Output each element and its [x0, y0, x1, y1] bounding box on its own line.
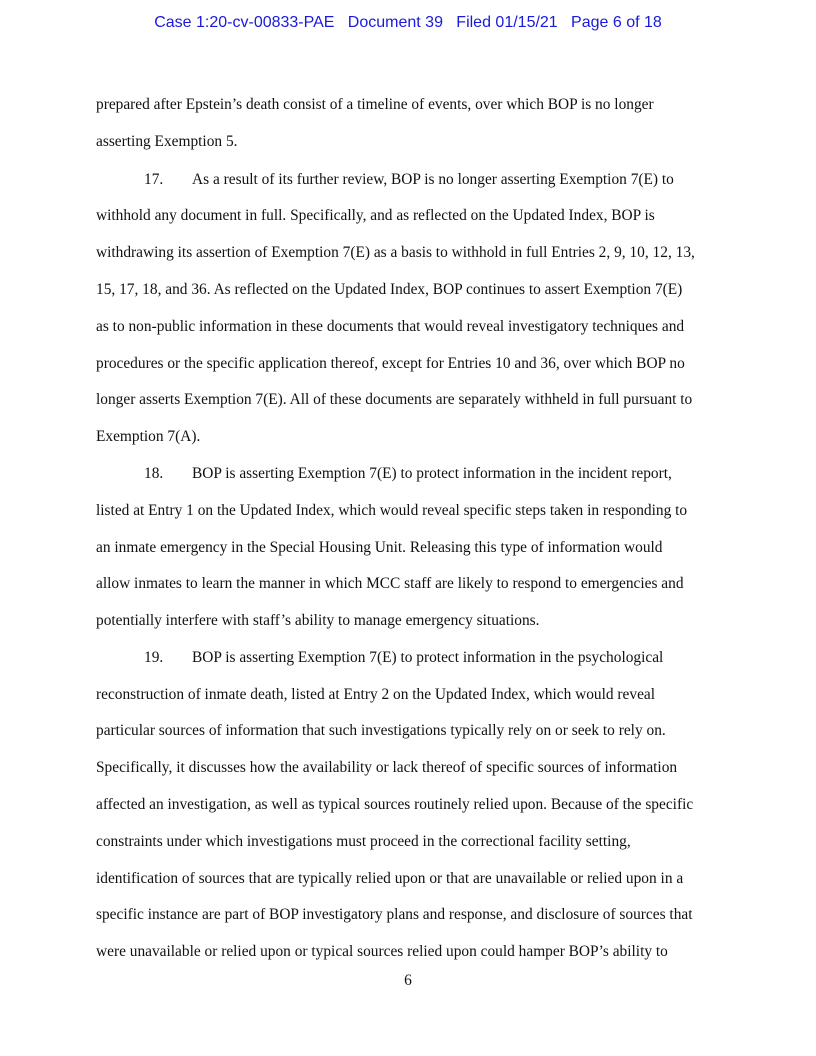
paragraph-number: 19.	[144, 649, 164, 666]
text-line: reconstruction of inmate death, listed at Entry 2 on the Updated Index, which would reveal	[96, 686, 656, 703]
text-line: as to non-public information in these documents that would reveal investigatory techniques and	[96, 318, 685, 335]
text-line: constraints under which investigations must proceed in the correctional facility setting,	[96, 833, 631, 850]
text-line: Specifically, it discusses how the availability or lack thereof of specific sources of information	[96, 759, 678, 776]
text-line: specific instance are part of BOP investigatory plans and response, and disclosure of sources that	[96, 906, 693, 923]
page-number: 6	[404, 972, 412, 989]
text-line: 15, 17, 18, and 36. As reflected on the Updated Index, BOP continues to assert Exemption 7(E)	[96, 281, 683, 298]
ecf-header: Case 1:20-cv-00833-PAE Document 39 Filed 01/15/21 Page 6 of 18	[154, 14, 662, 31]
text-line: an inmate emergency in the Special Housing Unit. Releasing this type of information would	[96, 539, 663, 556]
paragraph-19-first-line	[144, 649, 663, 667]
text-line: withhold any document in full. Specifically, and as reflected on the Updated Index, BOP is	[96, 207, 655, 224]
paragraph-17-first-line	[144, 171, 674, 189]
paragraph-number: 18.	[144, 465, 164, 482]
text-line: As a result of its further review, BOP is no longer asserting Exemption 7(E) to	[192, 171, 674, 188]
text-line: identification of sources that are typically relied upon or that are unavailable or relied upon in a	[96, 870, 684, 887]
text-line: procedures or the specific application thereof, except for Entries 10 and 36, over which BOP no	[96, 355, 685, 372]
text-line: Exemption 7(A).	[96, 428, 201, 445]
text-line: BOP is asserting Exemption 7(E) to protect information in the incident report,	[192, 465, 672, 482]
text-line: affected an investigation, as well as typical sources routinely relied upon. Because of the specific	[96, 796, 694, 813]
text-line: were unavailable or relied upon or typical sources relied upon could hamper BOP’s ability to	[96, 943, 668, 960]
text-line: prepared after Epstein’s death consist of a timeline of events, over which BOP is no longer	[96, 96, 654, 113]
text-line: longer asserts Exemption 7(E). All of these documents are separately withheld in full pursuant to	[96, 391, 693, 408]
text-line: allow inmates to learn the manner in which MCC staff are likely to respond to emergencies and	[96, 575, 684, 592]
paragraph-18-first-line	[144, 465, 672, 483]
text-line: listed at Entry 1 on the Updated Index, which would reveal specific steps taken in responding to	[96, 502, 688, 519]
text-line: withdrawing its assertion of Exemption 7(E) as a basis to withhold in full Entries 2, 9, 10, 12, 13,	[96, 244, 695, 261]
text-line: asserting Exemption 5.	[96, 133, 238, 150]
text-line: particular sources of information that such investigations typically rely on or seek to rely on.	[96, 722, 666, 739]
text-line: potentially interfere with staff’s ability to manage emergency situations.	[96, 612, 540, 629]
paragraph-number: 17.	[144, 171, 164, 188]
text-line: BOP is asserting Exemption 7(E) to protect information in the psychological	[192, 649, 664, 666]
